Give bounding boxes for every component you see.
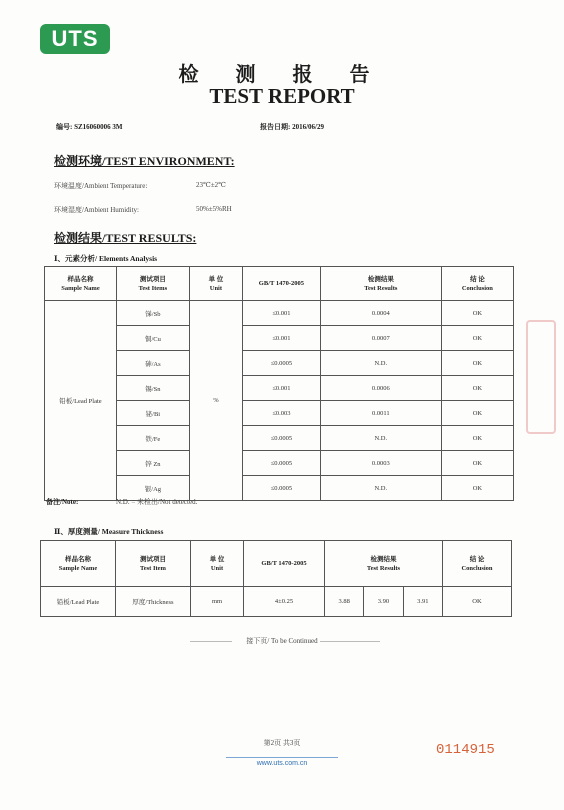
cell-result-3: 3.91	[403, 587, 442, 617]
header-item: 测试项目 Test Item	[116, 541, 191, 587]
page-number: 第2页 共3页	[263, 739, 301, 747]
cell-item: 银/Ag	[116, 476, 189, 501]
section-measure-thickness: Ⅱ、厚度测量/ Measure Thickness	[54, 527, 164, 536]
elements-table	[44, 266, 514, 501]
seal-stamp	[526, 320, 556, 434]
header-conclusion: 结 论 Conclusion	[443, 541, 512, 587]
cell-conclusion: OK	[441, 326, 513, 351]
cell-conclusion: OK	[443, 587, 512, 617]
cell-conclusion: OK	[441, 301, 513, 326]
header-item: 测试项目 Test Items	[116, 267, 189, 301]
table-row	[45, 301, 514, 326]
cell-unit: %	[189, 301, 242, 501]
title-chinese: 检 测 报 告	[178, 64, 386, 86]
note-label: 备注/Note:	[46, 498, 79, 506]
report-number: 编号: SZ16060006 3M	[56, 123, 123, 131]
humidity-value: 50%±5%RH	[196, 205, 232, 213]
table-header-row	[45, 267, 514, 301]
cell-standard: ≤0.0005	[242, 476, 320, 501]
report-date: 报告日期: 2016/06/29	[260, 123, 324, 131]
cell-conclusion: OK	[441, 376, 513, 401]
cell-standard: ≤0.0005	[242, 351, 320, 376]
header-sample: 样品名称 Sample Name	[45, 267, 117, 301]
header-results: 检测结果 Test Results	[325, 541, 443, 587]
cell-result: 0.0011	[320, 401, 441, 426]
cell-sample: 铅板/Lead Plate	[41, 587, 116, 617]
cell-result: 0.0003	[320, 451, 441, 476]
header-standard: GB/T 1470-2005	[244, 541, 325, 587]
serial-number: 0114915	[436, 742, 495, 758]
uts-logo: UTS	[40, 24, 110, 54]
thickness-table	[40, 540, 512, 617]
header-unit: 单 位 Unit	[189, 267, 242, 301]
cell-standard: ≤0.001	[242, 301, 320, 326]
cell-unit: mm	[191, 587, 244, 617]
results-heading: 检测结果/TEST RESULTS:	[54, 231, 197, 245]
cell-conclusion: OK	[441, 426, 513, 451]
temperature-value: 23℃±2℃	[196, 181, 227, 189]
cell-item: 铁/Fe	[116, 426, 189, 451]
table-header-row	[41, 541, 512, 587]
cell-standard: ≤0.001	[242, 326, 320, 351]
cell-standard: ≤0.0005	[242, 426, 320, 451]
header-unit: 单 位 Unit	[191, 541, 244, 587]
table-row	[41, 587, 512, 617]
website-link[interactable]: www.uts.com.cn	[254, 760, 311, 767]
header-standard: GB/T 1470-2005	[242, 267, 320, 301]
cell-item: 砷/As	[116, 351, 189, 376]
header-sample: 样品名称 Sample Name	[41, 541, 116, 587]
cell-item: 锌 Zn	[116, 451, 189, 476]
cell-item: 铜/Cu	[116, 326, 189, 351]
environment-heading: 检测环境/TEST ENVIRONMENT:	[54, 154, 235, 168]
cell-result-1: 3.88	[325, 587, 364, 617]
temperature-label: 环境温度/Ambient Temperature:	[54, 182, 148, 190]
note-text: N.D. = 未检出/Not detected.	[116, 498, 198, 506]
cell-item: 锡/Sn	[116, 376, 189, 401]
cell-result: N.D.	[320, 351, 441, 376]
cell-result: N.D.	[320, 476, 441, 501]
header-conclusion: 结 论 Conclusion	[441, 267, 513, 301]
cell-result: 0.0006	[320, 376, 441, 401]
cell-item: 锑/Sb	[116, 301, 189, 326]
cell-conclusion: OK	[441, 476, 513, 501]
continued-rule-right	[320, 641, 380, 642]
header-results: 检测结果 Test Results	[320, 267, 441, 301]
cell-conclusion: OK	[441, 351, 513, 376]
cell-standard: 4±0.25	[244, 587, 325, 617]
cell-item: 厚度/Thickness	[116, 587, 191, 617]
section-elements-analysis: Ⅰ、元素分析/ Elements Analysis	[54, 254, 158, 263]
cell-sample: 铅板/Lead Plate	[45, 301, 117, 501]
cell-conclusion: OK	[441, 451, 513, 476]
cell-standard: ≤0.001	[242, 376, 320, 401]
continued-text: 接下页/ To be Continued	[232, 636, 332, 646]
cell-result: 0.0004	[320, 301, 441, 326]
cell-result: 0.0007	[320, 326, 441, 351]
cell-standard: ≤0.0005	[242, 451, 320, 476]
cell-result: N.D.	[320, 426, 441, 451]
cell-result-2: 3.90	[364, 587, 403, 617]
cell-item: 铋/Bi	[116, 401, 189, 426]
humidity-label: 环境湿度/Ambient Humidity:	[54, 206, 139, 214]
cell-conclusion: OK	[441, 401, 513, 426]
title-english: TEST REPORT	[209, 84, 355, 108]
cell-standard: ≤0.003	[242, 401, 320, 426]
